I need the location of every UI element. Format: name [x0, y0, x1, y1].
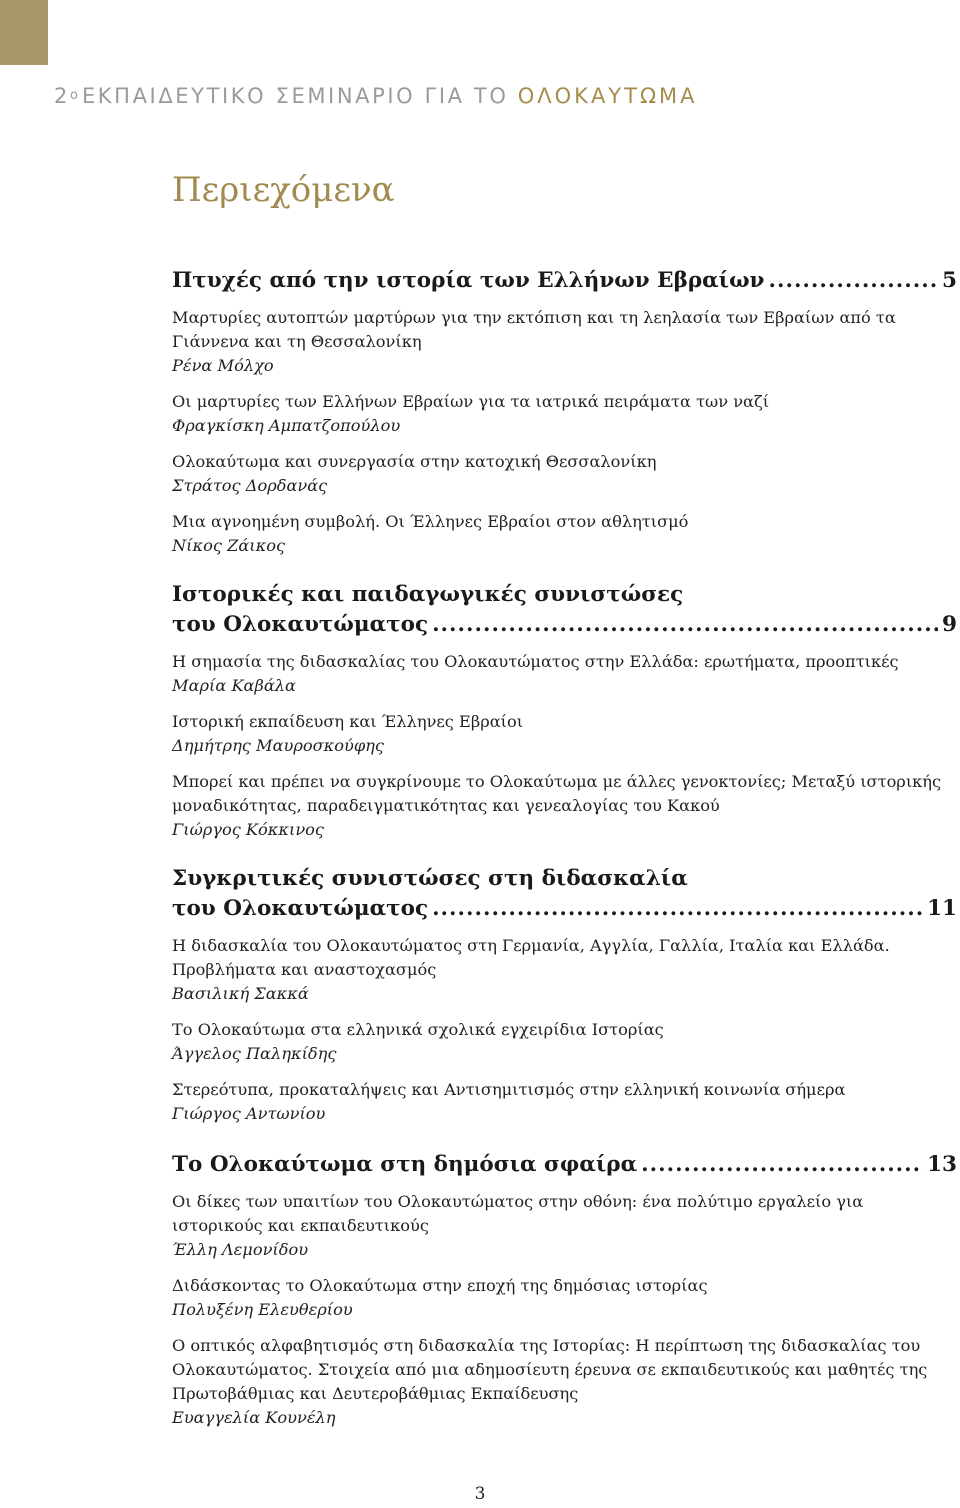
- toc-section-1: [172, 266, 957, 558]
- entry-author: Νίκος Ζάικος: [172, 536, 286, 555]
- entry-author: Πολυξένη Ελευθερίου: [172, 1300, 353, 1319]
- entry-author: Ρένα Μόλχο: [172, 356, 274, 375]
- toc-section-4: [172, 1150, 957, 1430]
- dot-leader: [768, 266, 938, 296]
- page-number: 3: [474, 1484, 486, 1504]
- entry-title: Διδάσκοντας το Ολοκαύτωμα στην εποχή της δημόσιας ιστορίας: [172, 1276, 708, 1295]
- list-item[interactable]: [172, 510, 957, 558]
- list-item[interactable]: [172, 306, 957, 378]
- entry-author: Έλλη Λεμονίδου: [172, 1240, 309, 1259]
- section-heading[interactable]: [172, 864, 957, 924]
- entry-author: Γιώργος Αντωνίου: [172, 1104, 326, 1123]
- banner-ordinal-suffix: ο: [69, 88, 78, 103]
- entry-title: Ολοκαύτωμα και συνεργασία στην κατοχική Θεσσαλονίκη: [172, 452, 657, 471]
- entry-title: Η σημασία της διδασκαλίας του Ολοκαυτώματος στην Ελλάδα: ερωτήματα, προοπτικές: [172, 652, 899, 671]
- list-item[interactable]: [172, 1334, 957, 1430]
- section-heading[interactable]: [172, 580, 957, 640]
- table-of-contents: [172, 266, 957, 1430]
- entry-author: Μαρία Καβάλα: [172, 676, 296, 695]
- toc-section-2: [172, 580, 957, 842]
- list-item[interactable]: [172, 390, 957, 438]
- page-title: Περιεχόμενα: [172, 170, 395, 210]
- section-page-number: 13: [927, 1152, 957, 1177]
- section-heading[interactable]: [172, 266, 957, 296]
- list-item[interactable]: [172, 1274, 957, 1322]
- section-page-number: 9: [942, 612, 957, 637]
- section-heading-line1: Ιστορικές και παιδαγωγικές συνιστώσες: [172, 582, 684, 607]
- list-item[interactable]: [172, 450, 957, 498]
- section-page-number: 11: [927, 896, 957, 921]
- list-item[interactable]: [172, 1018, 957, 1066]
- list-item[interactable]: [172, 650, 957, 698]
- dot-leader: [432, 894, 923, 924]
- decorative-gold-bar: [0, 0, 48, 65]
- section-heading-text: Το Ολοκαύτωμα στη δημόσια σφαίρα: [172, 1152, 638, 1177]
- banner-accent: ΟΛΟΚΑΥΤΩΜΑ: [517, 84, 698, 108]
- banner-ordinal: 2: [54, 84, 70, 108]
- entry-title: Η διδασκαλία του Ολοκαυτώματος στη Γερμανία, Αγγλία, Γαλλία, Ιταλία και Ελλάδα. Προβλήματα και αναστοχασμός: [172, 936, 890, 979]
- list-item[interactable]: [172, 1190, 957, 1262]
- dot-leader: [432, 610, 938, 640]
- entry-author: Στράτος Δορδανάς: [172, 476, 328, 495]
- entry-author: Βασιλική Σακκά: [172, 984, 309, 1003]
- entry-author: Γιώργος Κόκκινος: [172, 820, 324, 839]
- entry-title: Ο οπτικός αλφαβητισμός στη διδασκαλία της Ιστορίας: Η περίπτωση της διδασκαλίας του Ολοκαυτώματος. Στοιχεία από μια αδημοσίευτη έρευνα σε εκπαιδευτικούς και μαθητές της Πρωτοβάθμιας και Δευτεροβάθμιας Εκπαίδευσης: [172, 1336, 928, 1403]
- entry-title: Μπορεί και πρέπει να συγκρίνουμε το Ολοκαύτωμα με άλλες γενοκτονίες; Μεταξύ ιστορικής μοναδικότητας, παραδειγματικότητας και γενεαλογίας του Κακού: [172, 772, 942, 815]
- list-item[interactable]: [172, 934, 957, 1006]
- entry-title: Μαρτυρίες αυτοπτών μαρτύρων για την εκτόπιση και τη λεηλασία των Εβραίων από τα Γιάννενα και τη Θεσσαλονίκη: [172, 308, 896, 351]
- list-item[interactable]: [172, 1078, 957, 1126]
- entry-author: Φραγκίσκη Αμπατζοπούλου: [172, 416, 401, 435]
- list-item[interactable]: [172, 770, 957, 842]
- section-heading-line2: του Ολοκαυτώματος: [172, 612, 429, 637]
- entry-author: Δημήτρης Μαυροσκούφης: [172, 736, 384, 755]
- banner-text: ΕΚΠΑΙΔΕΥΤΙΚΟ ΣΕΜΙΝΑΡΙΟ ΓΙΑ ΤΟ: [81, 84, 509, 108]
- seminar-banner: [54, 86, 698, 107]
- list-item[interactable]: [172, 710, 957, 758]
- entry-title: Στερεότυπα, προκαταλήψεις και Αντισημιτισμός στην ελληνική κοινωνία σήμερα: [172, 1080, 846, 1099]
- entry-title: Το Ολοκαύτωμα στα ελληνικά σχολικά εγχειρίδια Ιστορίας: [172, 1020, 664, 1039]
- entry-title: Οι δίκες των υπαιτίων του Ολοκαυτώματος στην οθόνη: ένα πολύτιμο εργαλείο για ιστορικούς και εκπαιδευτικούς: [172, 1192, 864, 1235]
- entry-title: Ιστορική εκπαίδευση και Έλληνες Εβραίοι: [172, 712, 524, 731]
- entry-author: Άγγελος Παληκίδης: [172, 1044, 337, 1063]
- section-heading-text: Πτυχές από την ιστορία των Ελλήνων Εβραίων: [172, 268, 765, 293]
- section-heading[interactable]: [172, 1150, 957, 1180]
- dot-leader: [641, 1150, 923, 1180]
- section-heading-line2: του Ολοκαυτώματος: [172, 896, 429, 921]
- toc-section-3: [172, 864, 957, 1126]
- entry-title: Μια αγνοημένη συμβολή. Οι Έλληνες Εβραίοι στον αθλητισμό: [172, 512, 689, 531]
- entry-title: Οι μαρτυρίες των Ελλήνων Εβραίων για τα ιατρικά πειράματα των ναζί: [172, 392, 770, 411]
- section-heading-line1: Συγκριτικές συνιστώσες στη διδασκαλία: [172, 866, 688, 891]
- entry-author: Ευαγγελία Κουνέλη: [172, 1408, 336, 1427]
- section-page-number: 5: [942, 268, 957, 293]
